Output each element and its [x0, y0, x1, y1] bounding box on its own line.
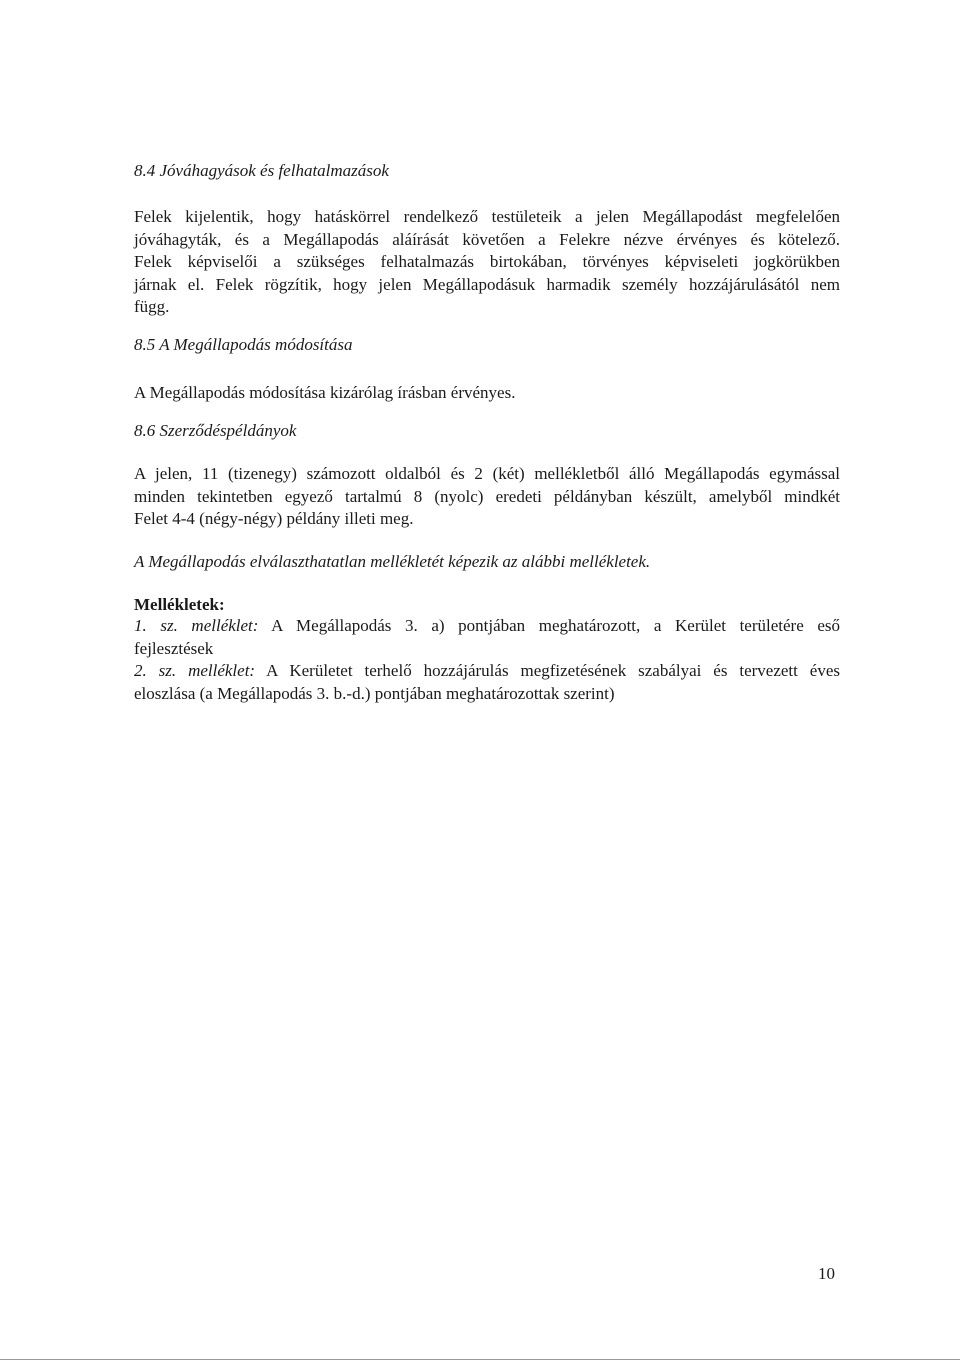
annexes-title: Mellékletek: — [134, 595, 225, 614]
annex-item-2 — [134, 660, 840, 705]
annex-item-1-first-line — [134, 615, 840, 638]
section-8-6-line: minden tekintetben egyező tartalmú 8 (nyolc) eredeti példányban készült, amelyből mindkét — [134, 486, 840, 506]
annex-item-1-label: 1. sz. melléklet: — [134, 616, 259, 635]
section-8-6-heading: 8.6 Szerződéspéldányok — [134, 421, 297, 440]
annex-item-2-text: A Kerületet terhelő hozzájárulás megfizetésének szabályai és tervezett éves — [266, 661, 841, 680]
scan-edge-line — [0, 1359, 960, 1360]
annex-item-1-second-line: fejlesztések — [134, 638, 214, 658]
section-8-6-line: A jelen, 11 (tizenegy) számozott oldalból és 2 (két) mellékletből álló Megállapodás egymással — [134, 464, 840, 483]
annex-item-1-text: A Megállapodás 3. a) pontjában meghatározott, a Kerület területére eső — [271, 616, 840, 635]
annex-statement: A Megállapodás elválaszthatatlan mellékletét képezik az alábbi mellékletek. — [134, 552, 651, 571]
section-8-4-line: Felek kijelentik, hogy hatáskörrel rendelkező testületeik a jelen Megállapodást megfelelően — [134, 207, 840, 226]
section-8-5-body: A Megállapodás módosítása kizárólag írásban érvényes. — [134, 383, 516, 402]
annex-item-2-second-line: eloszlása (a Megállapodás 3. b.-d.) pontjában meghatározottak szerint) — [134, 683, 615, 703]
section-8-6-body — [134, 463, 840, 531]
annex-item-2-first-line — [134, 660, 840, 683]
section-8-5-heading: 8.5 A Megállapodás módosítása — [134, 335, 353, 354]
section-8-4-body — [134, 206, 840, 319]
section-8-4-line: Felek képviselői a szükséges felhatalmazás birtokában, törvényes képviseleti jogkörükben — [134, 252, 840, 271]
page-number: 10 — [818, 1264, 835, 1283]
annex-item-2-label: 2. sz. melléklet: — [134, 661, 256, 680]
section-8-4-line: függ. — [134, 297, 170, 316]
section-8-6-line: Felet 4-4 (négy-négy) példány illeti meg. — [134, 509, 414, 528]
annex-item-1 — [134, 615, 840, 660]
section-8-4-line: jóváhagyták, és a Megállapodás aláírását követően a Felekre nézve érvényes és kötelező. — [134, 229, 840, 249]
section-8-4-line: járnak el. Felek rögzítik, hogy jelen Megállapodásuk harmadik személy hozzájárulásától nem — [134, 274, 840, 294]
section-8-4-heading: 8.4 Jóváhagyások és felhatalmazások — [134, 161, 389, 180]
